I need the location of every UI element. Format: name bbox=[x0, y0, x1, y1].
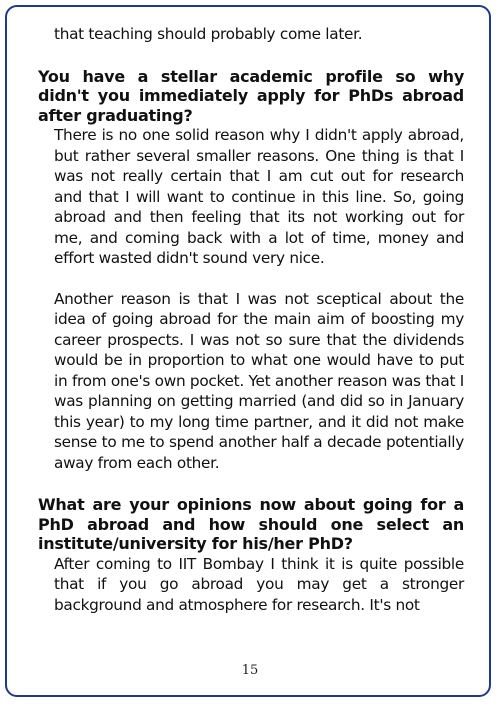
answer-1-paragraph-1: There is no one solid reason why I didn't apply abroad, but rather several smaller reasons. One thing is that I was not really certain that I am cut out for research and that I will want to continue in this line. So, going abroad and then feeling that its not working out for me, and coming back with a lot of time, money and effort wasted didn't sound very nice. bbox=[54, 126, 464, 267]
answer-1-paragraph-2: Another reason is that I was not sceptical about the idea of going abroad for the main aim of boosting my career prospects. I was not so sure that the dividends would be in proportion to what one would have to put in from one's own pocket. Yet another reason was that I was planning on getting married (and did so in January this year) to my long time partner, and it did not make sense to me to spend another half a decade potentially away from each other. bbox=[54, 289, 464, 472]
article-body bbox=[38, 24, 464, 615]
continued-text: that teaching should probably come later. bbox=[54, 25, 363, 43]
answer-2-paragraph-1: After coming to IIT Bombay I think it is quite possible that if you go abroad you may get a stronger background and atmosphere for research. It's not bbox=[54, 554, 464, 614]
question-heading-2: What are your opinions now about going for a PhD abroad and how should one select an institute/university for his/her PhD? bbox=[38, 495, 464, 553]
question-heading-1: You have a stellar academic profile so why didn't you immediately apply for PhDs abroad after graduating? bbox=[38, 66, 464, 125]
page-number: 15 bbox=[241, 663, 259, 678]
